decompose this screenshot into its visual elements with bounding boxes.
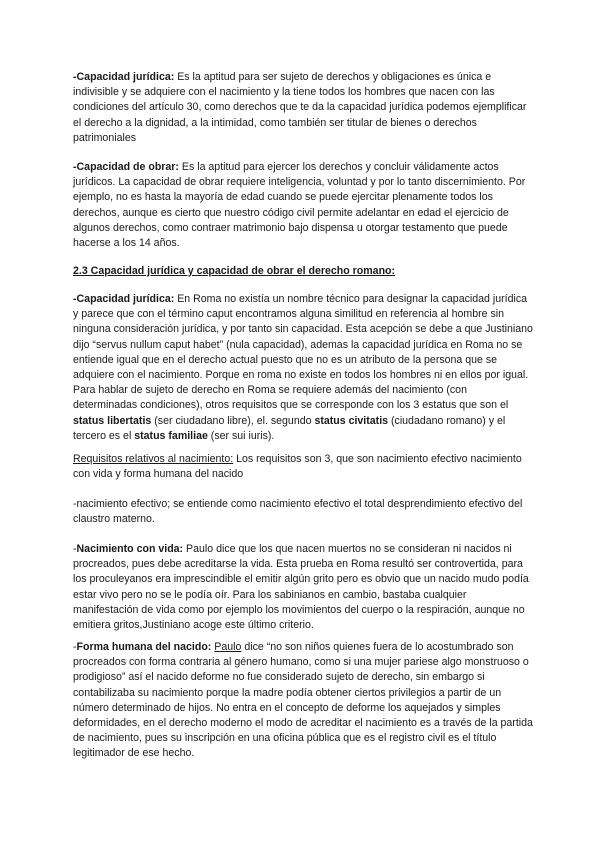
paragraph-text: Es la aptitud para ejercer los derechos y concluir válidamente actos jurídicos. La capacidad de obrar requiere inteligencia, voluntad y por lo tanto discernimiento. Por ejemplo, no es hasta la mayoría de edad cuando se puede ejercitar plenamente todos los derechos, aunque es cierto que nuestro código civil permite adelantar en edad el ejercicio de algunos derechos, como contraer matrimonio bajo dispensa u otorgar testamento que puede hacerse a los 14 años. (73, 161, 526, 250)
paragraph-nacimiento-efectivo: -nacimiento efectivo; se entiende como nacimiento efectivo el total desprendimiento efectivo del claustro materno. (73, 498, 523, 526)
term-nacimiento-vida: Nacimiento con vida: (76, 543, 184, 555)
paragraph-text: (ser sui iuris). (207, 429, 275, 442)
paragraph-nacimiento-vida (73, 542, 533, 633)
paragraph-capacidad-obrar (73, 160, 533, 251)
term-requisitos: Requisitos relativos al nacimiento: (73, 453, 234, 465)
name-paulo: Paulo (214, 641, 242, 653)
status-libertatis: status libertatis (73, 414, 152, 427)
section-heading: 2.3 Capacidad jurídica y capacidad de obrar el derecho romano: (73, 265, 396, 277)
paragraph-text: Es la aptitud para ser sujeto de derechos y obligaciones es única e indivisible y se adquiere con el nacimiento y la tiene todos los hombres que nacen con las condiciones del artículo 30, como derechos que te da la capacidad jurídica podemos ejemplificar el derecho a la dignidad, a la intimidad, como también ser titular de bienes o derechos patrimoniales (73, 71, 527, 144)
paragraph-text: (ciudadano romano) y el tercero es el (73, 414, 506, 442)
paragraph-capacidad-juridica (73, 70, 533, 146)
term-capacidad-juridica-roma: -Capacidad jurídica: (73, 293, 175, 305)
paragraph-roma-capacidad (73, 292, 533, 444)
term-capacidad-obrar: -Capacidad de obrar: (73, 161, 179, 173)
paragraph-text: Paulo dice que los que nacen muertos no se consideran ni nacidos ni procreados, pues debe acreditarse la vida. Esta prueba en Roma resultó ser controvertida, para los proculeyanos era imprescindible el emitir algún grito pero es obvio que un nacido mudo podía estar vivo pero no se le podía oír. Para los sabinianos en cambio, bastaba cualquier manifestación de vida como por ejemplo los movimientos del cuerpo o la respiración, aunque no emitiera gritos,Justiniano acoge este último criterio. (73, 543, 529, 632)
paragraph-text: dice “no son niños quienes fuera de lo acostumbrado son procreados con forma contraria al género humano, como si una mujer pariese algo monstruoso o prodigioso” así el nacido deforme no fue considerado sujeto de derecho, sin embargo si contabilizaba su nacimiento porque la madre podía obtener ciertos privilegios a partir de un número determinado de hijos. No entra en el concepto de deforme los aquejados y simples deformidades, en el derecho moderno el modo de acreditar el nacimiento es a través de la partida de nacimiento, pues su inscripción en una oficina pública que es el registro civil es el título legitimador de ese hecho. (73, 641, 533, 760)
paragraph-text: En Roma no existía un nombre técnico para designar la capacidad jurídica y parece que con el término caput encontramos alguna similitud en referencia al hombre sin ninguna consideración jurídica, y por tanto sin capacidad. Esta acepción se debe a que Justiniano dijo “servus nullum caput habet” (nula capacidad), ademas la capacidad jurídica en Roma no se entiende igual que en el derecho actual puesto que no es un atributo de la persona que se adquiere con el nacimiento. Porque en roma no existe en todos los hombres ni en ellos por igual. Para hablar de sujeto de derecho en Roma se requiere además del nacimiento (con determinadas condiciones), otros requisitos que se corresponde con los 3 estatus que son el (73, 293, 533, 412)
term-capacidad-juridica: -Capacidad jurídica: (73, 71, 175, 83)
status-civitatis: status civitatis (314, 414, 389, 427)
dash: - (73, 543, 77, 555)
paragraph-forma-humana (73, 640, 533, 762)
term-forma-humana: Forma humana del nacido: (76, 641, 212, 653)
status-familiae: status familiae (134, 429, 208, 442)
paragraph-requisitos (73, 452, 533, 482)
paragraph-text: (ser ciudadano libre), el. segundo (151, 414, 315, 427)
dash: - (73, 641, 77, 653)
paragraph-text: Los requisitos son 3, que son nacimiento efectivo nacimiento con vida y forma humana del nacido (73, 453, 522, 481)
